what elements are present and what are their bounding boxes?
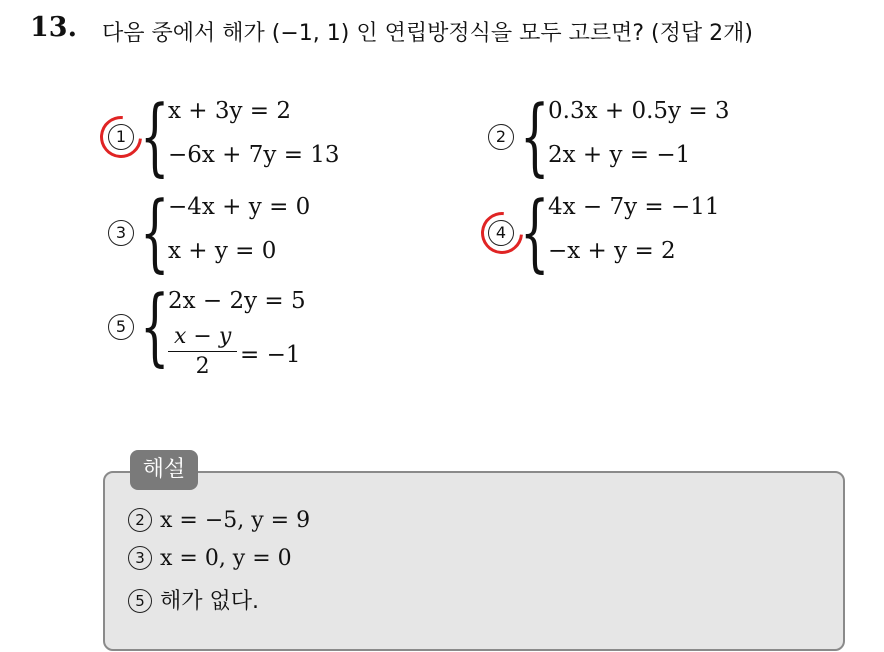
choice-1[interactable] [108, 87, 438, 188]
fraction-numerator: x − y [168, 324, 237, 352]
solution-text: x = 0, y = 0 [160, 546, 292, 571]
choice-number-5: 5 [108, 314, 134, 340]
solution-line-3 [128, 584, 259, 615]
equation-1: x + 3y = 2 [168, 98, 292, 124]
equation-2: −6x + 7y = 13 [168, 142, 340, 168]
solution-text: x = −5, y = 9 [160, 508, 311, 533]
fraction-denominator: 2 [195, 354, 210, 379]
solution-line-2 [128, 546, 292, 571]
equation-2: −x + y = 2 [548, 238, 676, 264]
choice-3[interactable] [108, 183, 438, 284]
equation-2-rest: = −1 [240, 342, 301, 368]
brace-icon: { [140, 277, 170, 375]
equation-1: 4x − 7y = −11 [548, 194, 720, 220]
solution-line-1 [128, 508, 310, 533]
brace-icon: { [520, 183, 550, 281]
equation-2: x + y = 0 [168, 238, 277, 264]
solution-text: 해가 없다. [160, 589, 259, 614]
choice-number-4: 4 [488, 220, 514, 246]
question-text: 다음 중에서 해가 (−1, 1) 인 연립방정식을 모두 고르면? (정답 2개) [102, 21, 753, 46]
brace-icon: { [520, 87, 550, 185]
brace-icon: { [140, 183, 170, 281]
fraction [168, 324, 237, 379]
question-number: 13. [30, 12, 77, 43]
solution-number: 5 [128, 589, 152, 613]
equation-1: 0.3x + 0.5y = 3 [548, 98, 730, 124]
choice-5[interactable] [108, 277, 438, 382]
solution-number: 3 [128, 546, 152, 570]
equation-2: 2x + y = −1 [548, 142, 691, 168]
choice-2[interactable] [488, 87, 818, 188]
equation-1: −4x + y = 0 [168, 194, 311, 220]
brace-icon: { [140, 87, 170, 185]
solution-tab: 해설 [130, 450, 198, 490]
choice-4[interactable] [488, 183, 818, 284]
choice-number-3: 3 [108, 220, 134, 246]
choice-number-2: 2 [488, 124, 514, 150]
choice-number-1: 1 [108, 124, 134, 150]
solution-number: 2 [128, 508, 152, 532]
equation-1: 2x − 2y = 5 [168, 288, 306, 314]
